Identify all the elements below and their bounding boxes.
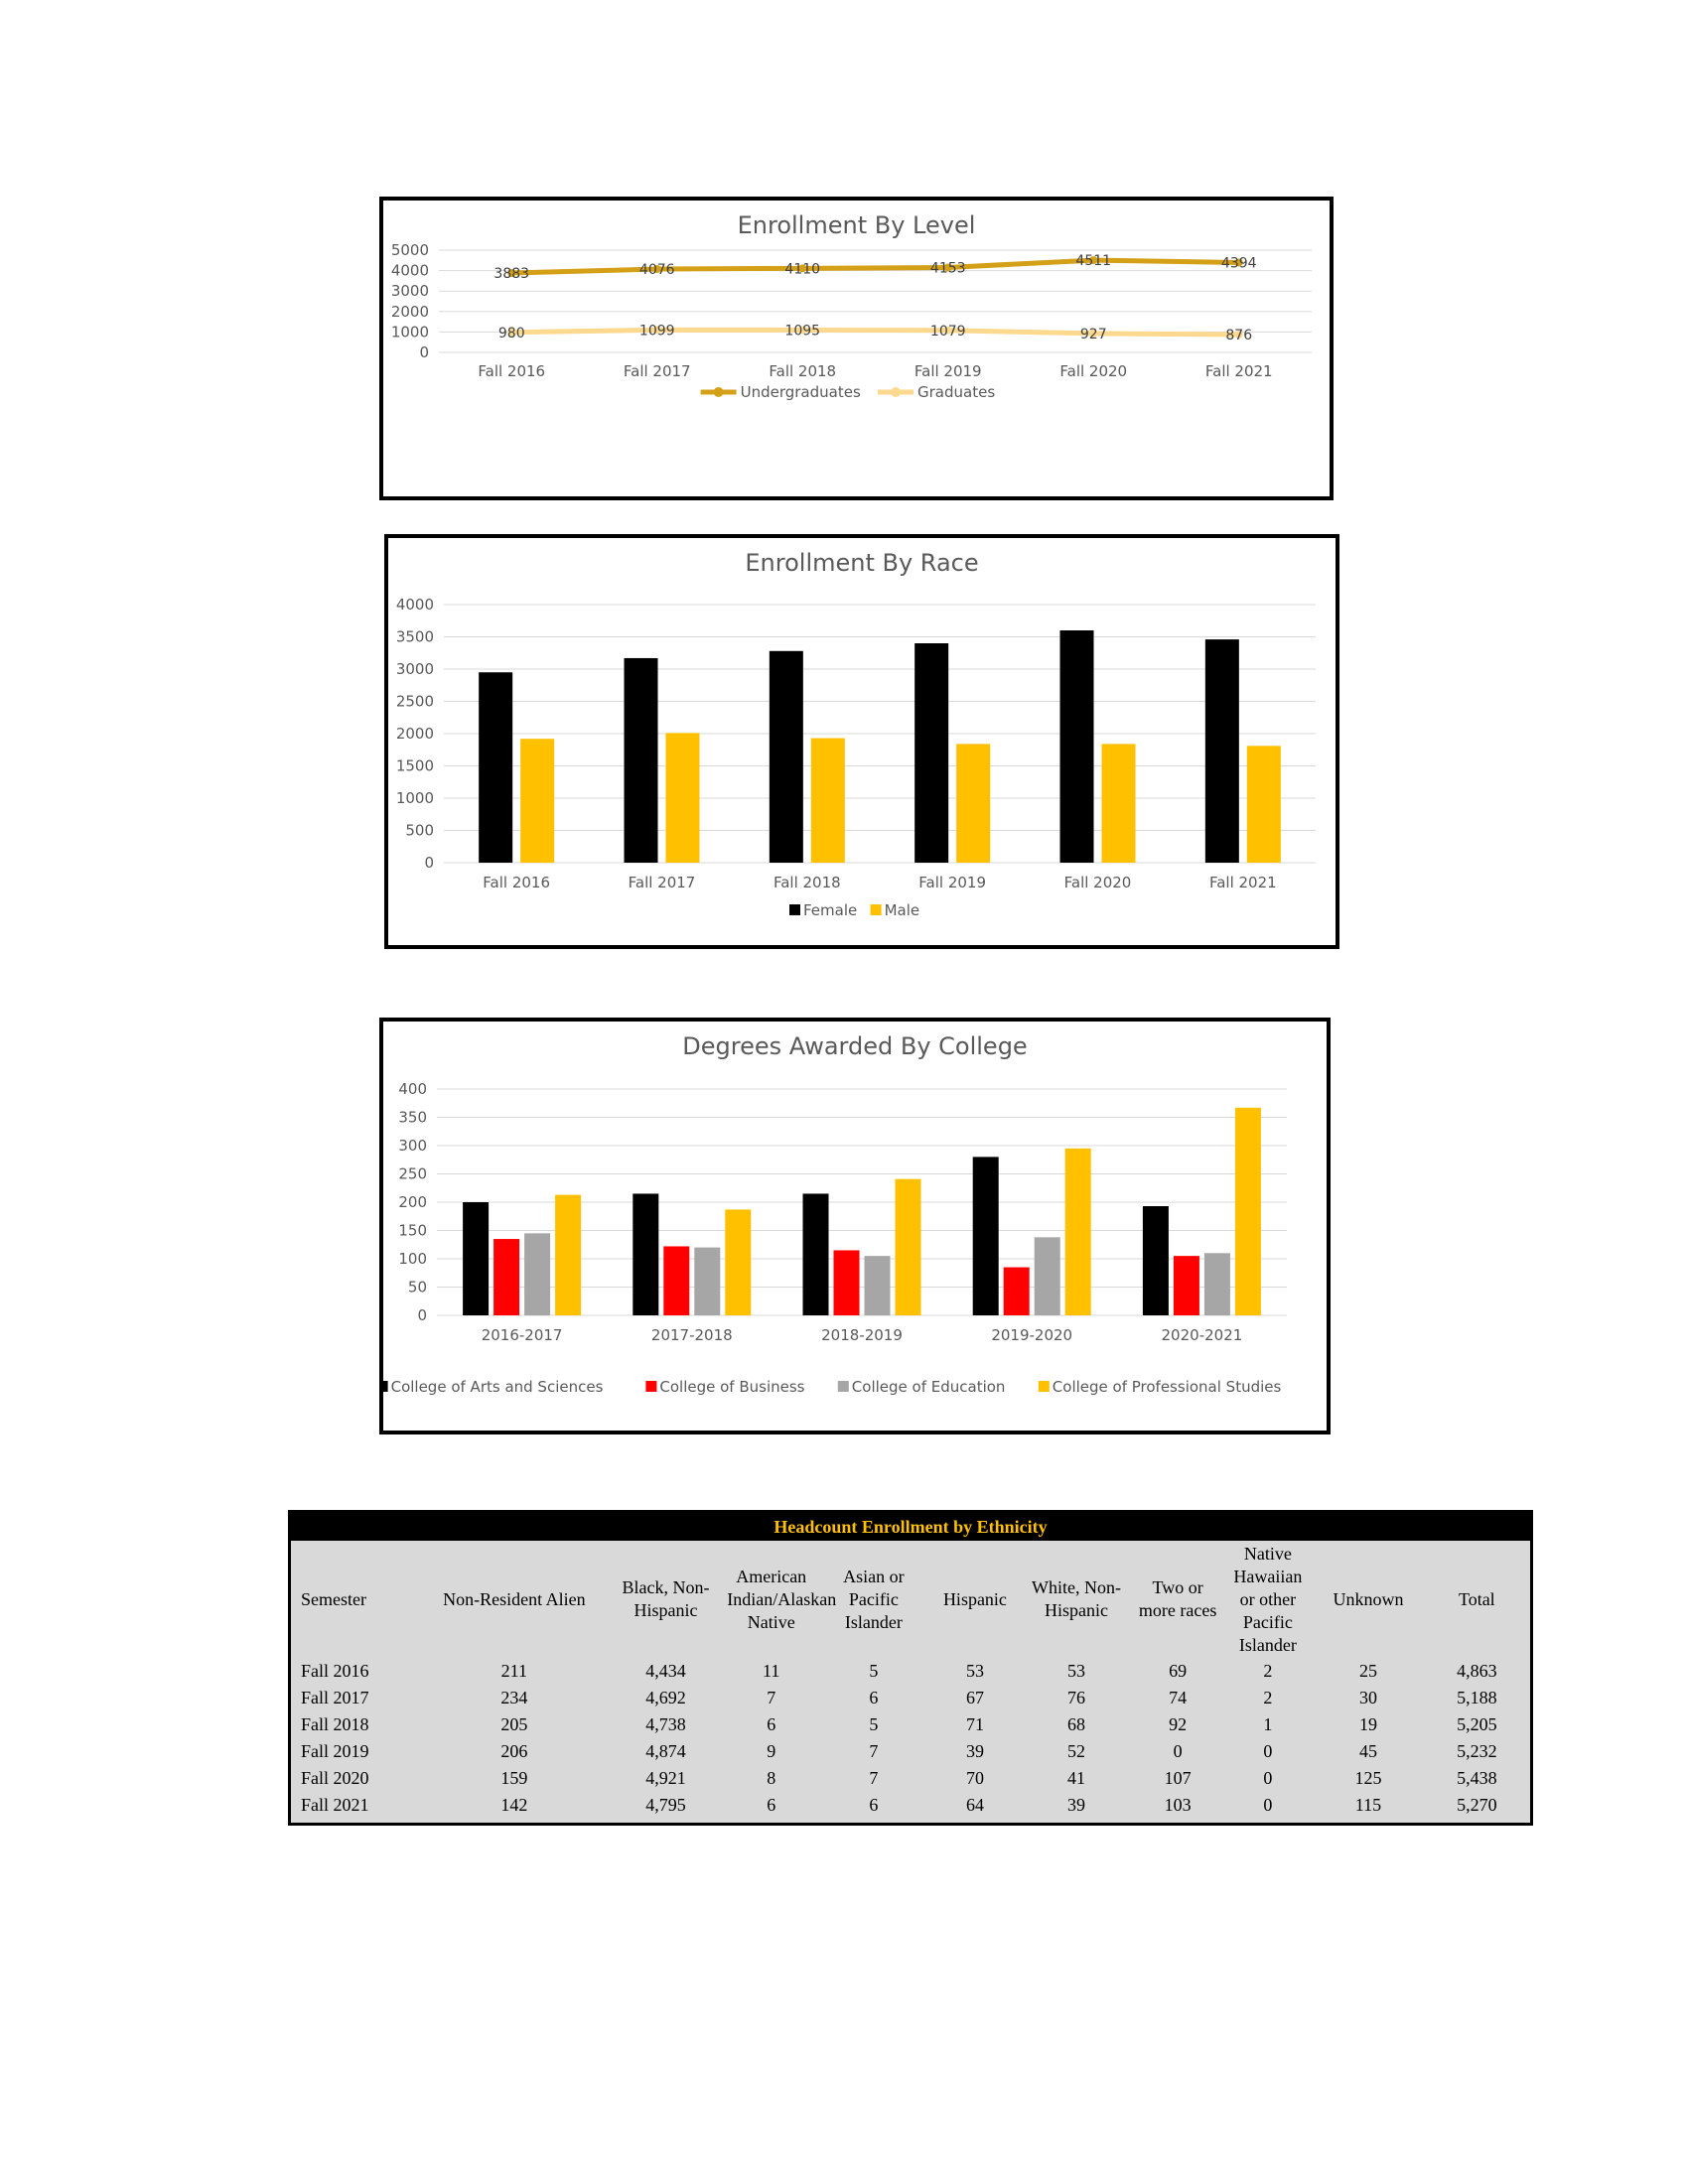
table-cell: 2	[1263, 1688, 1273, 1707]
data-label: 1079	[929, 323, 966, 340]
table-cell: 107	[1164, 1768, 1192, 1788]
table-row	[291, 1711, 1530, 1738]
table-cell: 71	[965, 1714, 984, 1734]
chart-title: Enrollment By Level	[737, 211, 976, 239]
table-cell: 4,738	[645, 1714, 686, 1734]
y-tick-label: 400	[398, 1080, 427, 1098]
bar	[555, 1195, 581, 1315]
bar	[1060, 630, 1094, 863]
table-cell: 115	[1354, 1795, 1382, 1815]
degrees-awarded-chart	[379, 1018, 1331, 1434]
table-cell: 125	[1354, 1768, 1382, 1788]
data-label: 927	[1079, 326, 1107, 342]
legend-swatch	[1039, 1381, 1050, 1392]
ethnicity-data-table	[291, 1541, 1530, 1819]
table-cell: 64	[965, 1795, 984, 1815]
column-header: Semester	[301, 1588, 366, 1609]
bar	[1143, 1206, 1169, 1315]
x-tick-label: 2016-2017	[481, 1326, 563, 1344]
bar	[694, 1248, 720, 1315]
table-cell: 211	[500, 1661, 527, 1681]
x-tick-label: Fall 2017	[628, 874, 696, 891]
table-cell: 30	[1358, 1688, 1377, 1707]
table-cell: 76	[1067, 1688, 1086, 1707]
table-cell: 45	[1358, 1741, 1377, 1761]
semester-cell: Fall 2017	[301, 1688, 369, 1707]
table-cell: 69	[1169, 1661, 1188, 1681]
legend-swatch	[383, 1381, 388, 1392]
bar	[770, 651, 803, 863]
table-cell: 5,438	[1457, 1768, 1497, 1788]
bar	[896, 1179, 921, 1315]
table-cell: 5	[869, 1661, 879, 1681]
bar	[1102, 744, 1136, 863]
y-tick-label: 50	[407, 1278, 427, 1297]
x-tick-label: Fall 2021	[1204, 362, 1273, 380]
column-header: Black, Non-Hispanic	[622, 1577, 710, 1620]
table-cell: 4,434	[645, 1661, 686, 1681]
bar	[493, 1239, 519, 1315]
table-cell: 6	[869, 1795, 879, 1815]
data-label: 4110	[784, 261, 821, 278]
enrollment-by-race-chart	[384, 534, 1339, 949]
table-cell: 7	[869, 1741, 879, 1761]
table-cell: 6	[767, 1795, 776, 1815]
column-header: Native Hawaiian or other Pacific Islander	[1233, 1543, 1303, 1655]
bar	[1235, 1108, 1261, 1315]
bar	[625, 658, 658, 863]
table-cell: 25	[1358, 1661, 1377, 1681]
degrees-awarded-svg	[383, 1022, 1327, 1431]
legend-label: Female	[803, 901, 858, 919]
legend-label: Male	[884, 901, 920, 919]
x-tick-label: 2018-2019	[821, 1326, 903, 1344]
bar	[520, 739, 554, 863]
y-tick-label: 3000	[395, 660, 434, 678]
bar	[865, 1256, 891, 1315]
table-cell: 2	[1263, 1661, 1273, 1681]
table-cell: 6	[767, 1714, 776, 1734]
table-row	[291, 1658, 1530, 1685]
y-tick-label: 0	[419, 343, 429, 361]
table-cell: 5	[869, 1714, 879, 1734]
table-cell: 67	[965, 1688, 984, 1707]
y-tick-label: 200	[398, 1193, 427, 1211]
table-cell: 1	[1263, 1714, 1273, 1734]
table-cell: 0	[1263, 1768, 1273, 1788]
table-cell: 206	[500, 1741, 528, 1761]
table-cell: 4,795	[645, 1795, 686, 1815]
enrollment-by-level-svg	[383, 201, 1330, 496]
table-cell: 7	[767, 1688, 776, 1707]
bar	[956, 744, 990, 863]
legend-label: College of Arts and Sciences	[390, 1378, 604, 1396]
table-row	[291, 1685, 1530, 1711]
enrollment-by-level-chart	[379, 197, 1334, 500]
x-tick-label: 2019-2020	[991, 1326, 1073, 1344]
table-cell: 159	[500, 1768, 528, 1788]
y-tick-label: 5000	[390, 241, 429, 259]
table-cell: 0	[1173, 1741, 1183, 1761]
table-cell: 53	[1067, 1661, 1086, 1681]
data-label: 3883	[493, 266, 530, 283]
table-cell: 4,692	[645, 1688, 686, 1707]
table-cell: 205	[500, 1714, 528, 1734]
bar	[725, 1209, 751, 1315]
table-cell: 234	[500, 1688, 528, 1707]
table-cell: 4,921	[645, 1768, 686, 1788]
table-cell: 142	[500, 1795, 528, 1815]
enrollment-by-race-svg	[388, 538, 1336, 945]
table-cell: 4,874	[645, 1741, 686, 1761]
y-tick-label: 2500	[395, 692, 434, 711]
y-tick-label: 100	[398, 1250, 427, 1268]
data-label: 1099	[638, 323, 675, 340]
chart-title: Degrees Awarded By College	[682, 1032, 1028, 1060]
x-tick-label: Fall 2019	[914, 362, 982, 380]
bar	[633, 1193, 658, 1315]
y-tick-label: 0	[417, 1306, 427, 1324]
table-cell: 92	[1169, 1714, 1188, 1734]
legend-swatch	[838, 1381, 849, 1392]
table-row	[291, 1765, 1530, 1792]
y-tick-label: 1000	[395, 789, 434, 807]
column-header: Hispanic	[942, 1588, 1007, 1609]
table-cell: 5,270	[1457, 1795, 1497, 1815]
table-cell: 74	[1169, 1688, 1188, 1707]
bar	[1065, 1149, 1091, 1315]
y-tick-label: 1500	[395, 756, 434, 775]
y-tick-label: 300	[398, 1137, 427, 1155]
y-tick-label: 150	[398, 1221, 427, 1240]
table-cell: 7	[869, 1768, 879, 1788]
bar	[666, 733, 700, 863]
table-cell: 0	[1263, 1795, 1273, 1815]
data-label: 876	[1225, 327, 1253, 343]
semester-cell: Fall 2018	[301, 1714, 369, 1734]
table-cell: 0	[1263, 1741, 1273, 1761]
column-header: Unknown	[1333, 1588, 1404, 1609]
series-line-graduates	[511, 330, 1239, 335]
column-header: American Indian/Alaskan Native	[727, 1566, 837, 1632]
bar	[1004, 1268, 1030, 1315]
y-tick-label: 350	[398, 1108, 427, 1127]
data-label: 4153	[929, 260, 966, 277]
y-tick-label: 1000	[390, 323, 429, 341]
bar	[1247, 746, 1281, 863]
x-tick-label: Fall 2021	[1208, 874, 1277, 891]
x-tick-label: Fall 2019	[918, 874, 987, 891]
column-header: Non-Resident Alien	[443, 1588, 586, 1609]
x-tick-label: Fall 2016	[483, 874, 551, 891]
table-cell: 5,205	[1457, 1714, 1497, 1734]
bar	[663, 1246, 689, 1315]
x-tick-label: 2020-2021	[1161, 1326, 1243, 1344]
legend-label: Undergraduates	[740, 383, 861, 401]
table-cell: 68	[1067, 1714, 1086, 1734]
data-label: 980	[497, 325, 525, 341]
y-tick-label: 2000	[390, 302, 429, 321]
table-cell: 19	[1358, 1714, 1377, 1734]
bar	[834, 1250, 860, 1315]
table-cell: 11	[763, 1661, 780, 1681]
y-tick-label: 2000	[395, 725, 434, 743]
table-cell: 5,232	[1457, 1741, 1497, 1761]
semester-cell: Fall 2020	[301, 1768, 369, 1788]
x-tick-label: Fall 2020	[1063, 874, 1132, 891]
x-tick-label: 2017-2018	[650, 1326, 733, 1344]
legend-label: College of Business	[659, 1378, 805, 1396]
legend-label: College of Education	[851, 1378, 1006, 1396]
table-cell: 6	[869, 1688, 879, 1707]
legend-swatch	[645, 1381, 656, 1392]
column-header: Two or more races	[1138, 1577, 1217, 1620]
legend-swatch	[871, 904, 882, 915]
table-cell: 70	[965, 1768, 984, 1788]
legend-swatch	[789, 904, 800, 915]
table-row	[291, 1738, 1530, 1765]
table-cell: 39	[965, 1741, 984, 1761]
legend-label: Graduates	[917, 383, 996, 401]
data-label: 4394	[1220, 255, 1257, 272]
legend-label: College of Professional Studies	[1052, 1378, 1282, 1396]
legend-marker	[714, 387, 724, 397]
chart-title: Enrollment By Race	[745, 549, 979, 577]
y-tick-label: 3500	[395, 627, 434, 646]
bar	[811, 739, 845, 863]
y-tick-label: 4000	[390, 261, 429, 280]
bar	[463, 1202, 489, 1315]
x-tick-label: Fall 2018	[769, 362, 837, 380]
column-header: Total	[1458, 1588, 1495, 1609]
table-cell: 5,188	[1457, 1688, 1497, 1707]
bar	[914, 643, 948, 863]
table-cell: 4,863	[1457, 1661, 1497, 1681]
table-cell: 9	[767, 1741, 776, 1761]
semester-cell: Fall 2019	[301, 1741, 369, 1761]
table-header-row	[291, 1541, 1530, 1658]
bar	[1205, 639, 1239, 863]
table-cell: 39	[1067, 1795, 1086, 1815]
x-tick-label: Fall 2020	[1059, 362, 1128, 380]
bar	[1035, 1237, 1060, 1315]
bar	[803, 1193, 829, 1315]
bar	[524, 1233, 550, 1315]
data-label: 4076	[638, 262, 675, 279]
table-cell: 53	[965, 1661, 984, 1681]
semester-cell: Fall 2016	[301, 1661, 369, 1681]
bar	[1204, 1253, 1230, 1315]
bar	[1174, 1256, 1199, 1315]
table-title: Headcount Enrollment by Ethnicity	[291, 1513, 1530, 1541]
bar	[479, 672, 512, 863]
bar	[973, 1157, 999, 1315]
y-tick-label: 3000	[390, 282, 429, 301]
data-label: 4511	[1075, 253, 1112, 270]
data-label: 1095	[784, 323, 821, 340]
ethnicity-table	[288, 1510, 1533, 1826]
y-tick-label: 4000	[395, 596, 434, 614]
y-tick-label: 500	[405, 821, 434, 840]
column-header: White, Non-Hispanic	[1032, 1577, 1122, 1620]
table-row	[291, 1792, 1530, 1819]
y-tick-label: 250	[398, 1164, 427, 1183]
table-body	[291, 1658, 1530, 1819]
semester-cell: Fall 2021	[301, 1795, 369, 1815]
table-cell: 103	[1164, 1795, 1192, 1815]
table-cell: 41	[1067, 1768, 1086, 1788]
x-tick-label: Fall 2016	[478, 362, 546, 380]
legend-marker	[891, 387, 901, 397]
x-tick-label: Fall 2017	[623, 362, 691, 380]
y-tick-label: 0	[424, 854, 434, 872]
column-header: Asian or Pacific Islander	[843, 1566, 905, 1632]
table-cell: 8	[767, 1768, 776, 1788]
x-tick-label: Fall 2018	[773, 874, 841, 891]
table-cell: 52	[1067, 1741, 1086, 1761]
